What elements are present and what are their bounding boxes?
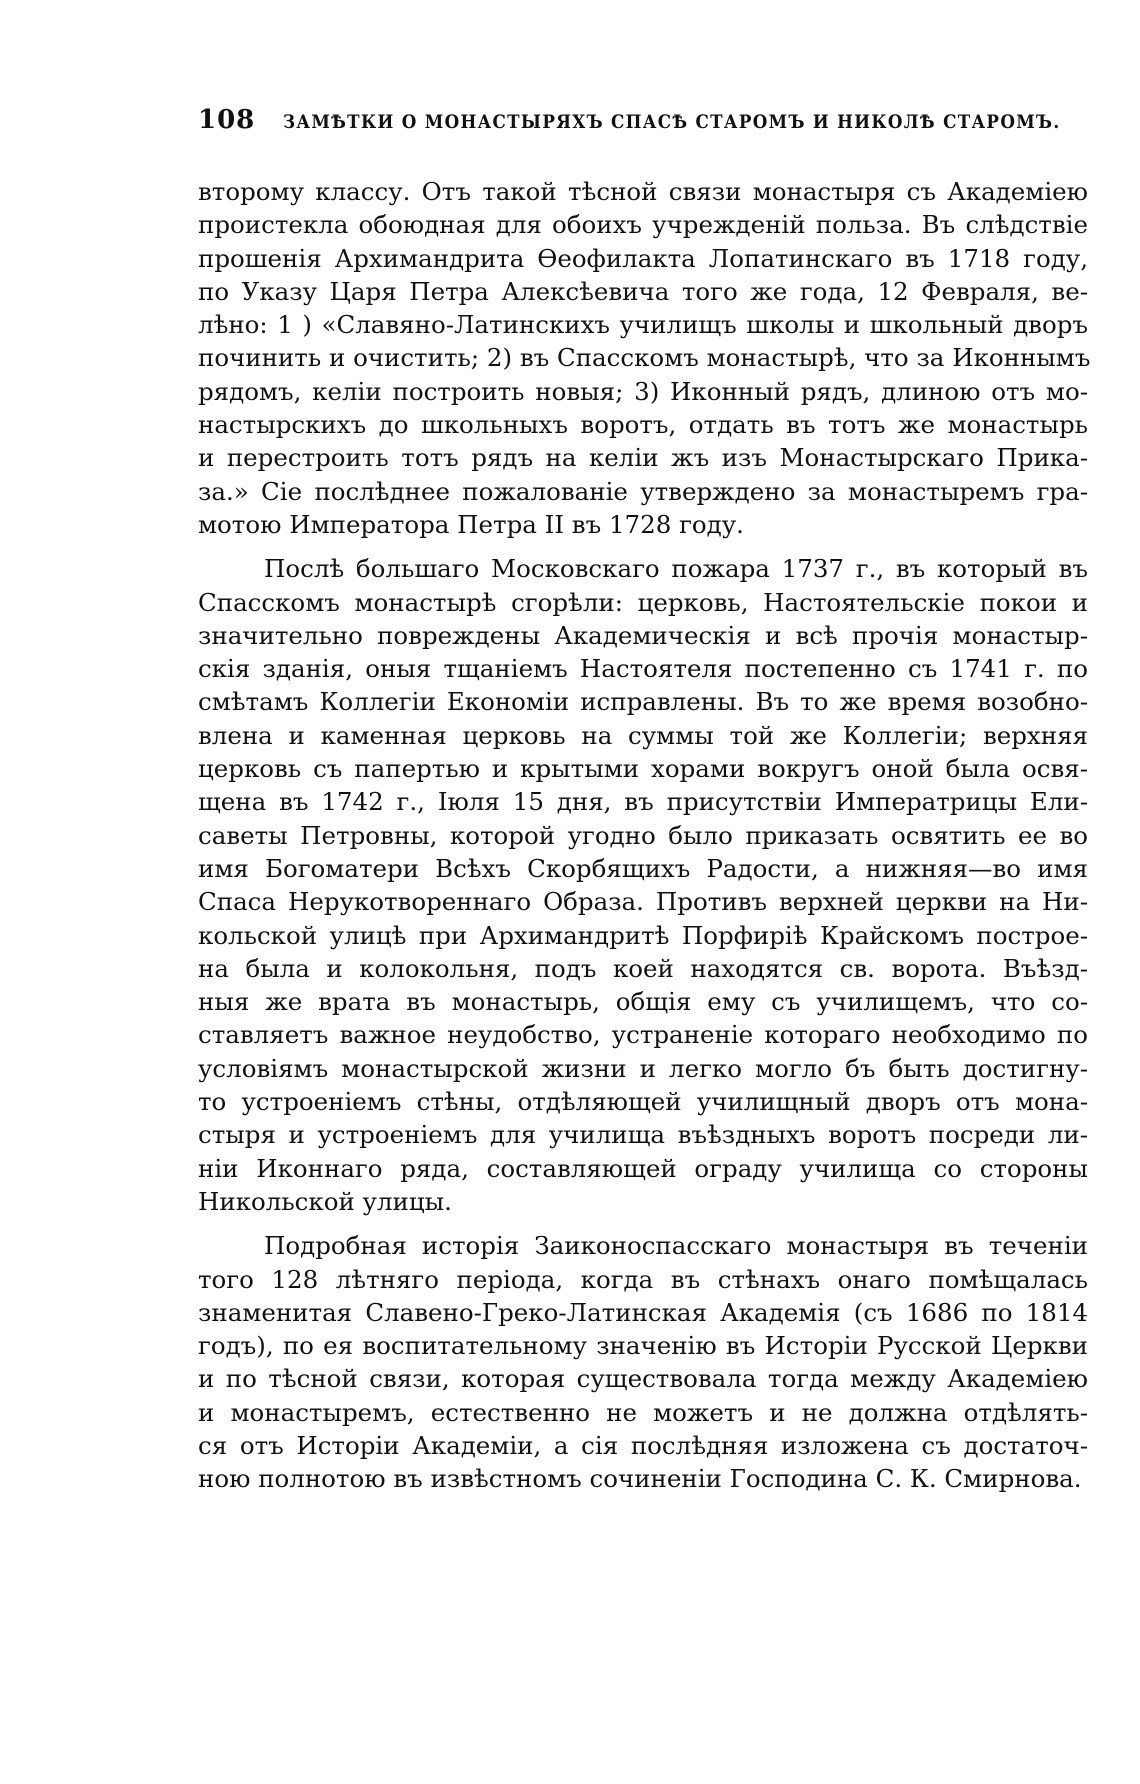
text-line: то устроеніемъ стѣны, отдѣляющей училищный дворъ отъ мона- [198,1087,1088,1117]
text-line: настырскихъ до школьныхъ воротъ, отдать въ тотъ же монастырь [198,410,1088,440]
text-line: и монастыремъ, естественно не можетъ и не должна отдѣлять- [198,1397,1088,1427]
text-line: кольской улицѣ при Архимандритѣ Порфиріѣ Крайскомъ построе- [198,920,1088,950]
text-line: по Указу Царя Петра Алексѣевича того же года, 12 Февраля, ве- [198,276,1088,306]
text-line: ставляетъ важное неудобство, устраненіе котораго необходимо по [198,1020,1088,1050]
body-text [198,175,1091,1496]
text-line: щена въ 1742 г., Іюля 15 дня, въ присутствіи Императрицы Ели- [198,787,1088,817]
running-title: ЗАМѢТКИ О МОНАСТЫРЯХЪ СПАСѢ СТАРОМЪ И НИКОЛѢ СТАРОМЪ. [283,111,1061,133]
text-line: того 128 лѣтняго періода, когда въ стѣнахъ онаго помѣщалась [198,1264,1088,1294]
text-line: на была и колокольня, подъ коей находятся св. ворота. Въѣзд- [198,953,1088,983]
paragraph-gap [198,1218,1088,1229]
paragraph-gap [198,541,1088,552]
text-line: Подробная исторія Заиконоспасскаго монастыря въ теченіи [264,1231,1088,1261]
text-line: лѣно: 1 ) «Славяно-Латинскихъ училищъ школы и школьный дворъ [198,310,1088,340]
text-line: прошенія Архимандрита Ѳеофилакта Лопатинскаго въ 1718 году, [198,243,1088,273]
text-line: Спаса Нерукотвореннаго Образа. Противъ верхней церкви на Ни- [198,887,1088,917]
paragraph [198,552,1088,1218]
text-line: Спасскомъ монастырѣ сгорѣли: церковь, Настоятельскіе покои и [198,587,1088,617]
text-line: и по тѣсной связи, которая существовала тогда между Академіею [198,1364,1088,1394]
paragraph [198,175,1091,541]
text-line: влена и каменная церковь на суммы той же Коллегіи; верхняя [198,720,1088,750]
text-line: значительно повреждены Академическія и всѣ прочія монастыр- [198,620,1088,650]
text-line: проистекла обоюдная для обоихъ учрежденій польза. Въ слѣдствіе [198,210,1088,240]
text-line: и перестроить тотъ рядъ на келіи жъ изъ Монастырскаго Прика- [198,443,1088,473]
paragraph [198,1229,1088,1495]
text-line: ся отъ Исторіи Академіи, а сія послѣдняя изложена съ достаточ- [198,1430,1088,1460]
text-line: стыря и устроеніемъ для училища въѣздныхъ воротъ посреди ли- [198,1120,1088,1150]
text-line: рядомъ, келіи построить новыя; 3) Иконный рядъ, длиною отъ мо- [198,376,1088,406]
text-line: ніи Иконнаго ряда, составляющей ограду училища со стороны [198,1153,1088,1183]
text-line: смѣтамъ Коллегіи Економіи исправлены. Въ то же время возобно- [198,687,1088,717]
text-line: саветы Петровны, которой угодно было приказать освятить ее во [198,820,1088,850]
text-line: скія зданія, оныя тщаніемъ Настоятеля постепенно съ 1741 г. по [198,654,1088,684]
text-line: за.» Сіе послѣднее пожалованіе утверждено за монастыремъ гра- [198,476,1088,506]
text-line: мотою Императора Петра II въ 1728 году. [198,509,744,539]
text-line: починить и очистить; 2) въ Спасскомъ монастырѣ, что за Иконнымъ [198,343,1091,373]
page-number: 108 [198,105,256,135]
text-line: второму классу. Отъ такой тѣсной связи монастыря съ Академіею [198,177,1088,206]
text-line: условіямъ монастырской жизни и легко могло бъ быть достигну- [198,1053,1088,1083]
text-line: Никольской улицы. [198,1186,452,1216]
text-line: церковь съ папертью и крытыми хорами вокругъ оной была освя- [198,754,1088,784]
text-line: знаменитая Славено-Греко-Латинская Академія (съ 1686 по 1814 [198,1297,1088,1327]
text-line: ныя же врата въ монастырь, общія ему съ училищемъ, что со- [198,987,1088,1017]
text-line: имя Богоматери Всѣхъ Скорбящихъ Радости, а нижняя—во имя [198,853,1088,883]
running-header [198,105,1088,145]
text-line: ною полнотою въ извѣстномъ сочиненіи Господина С. К. Смирнова. [198,1464,1082,1494]
text-line: Послѣ большаго Московскаго пожара 1737 г., въ который въ [264,554,1088,584]
text-line: годъ), по ея воспитательному значенію въ Исторіи Русской Церкви [198,1331,1088,1361]
